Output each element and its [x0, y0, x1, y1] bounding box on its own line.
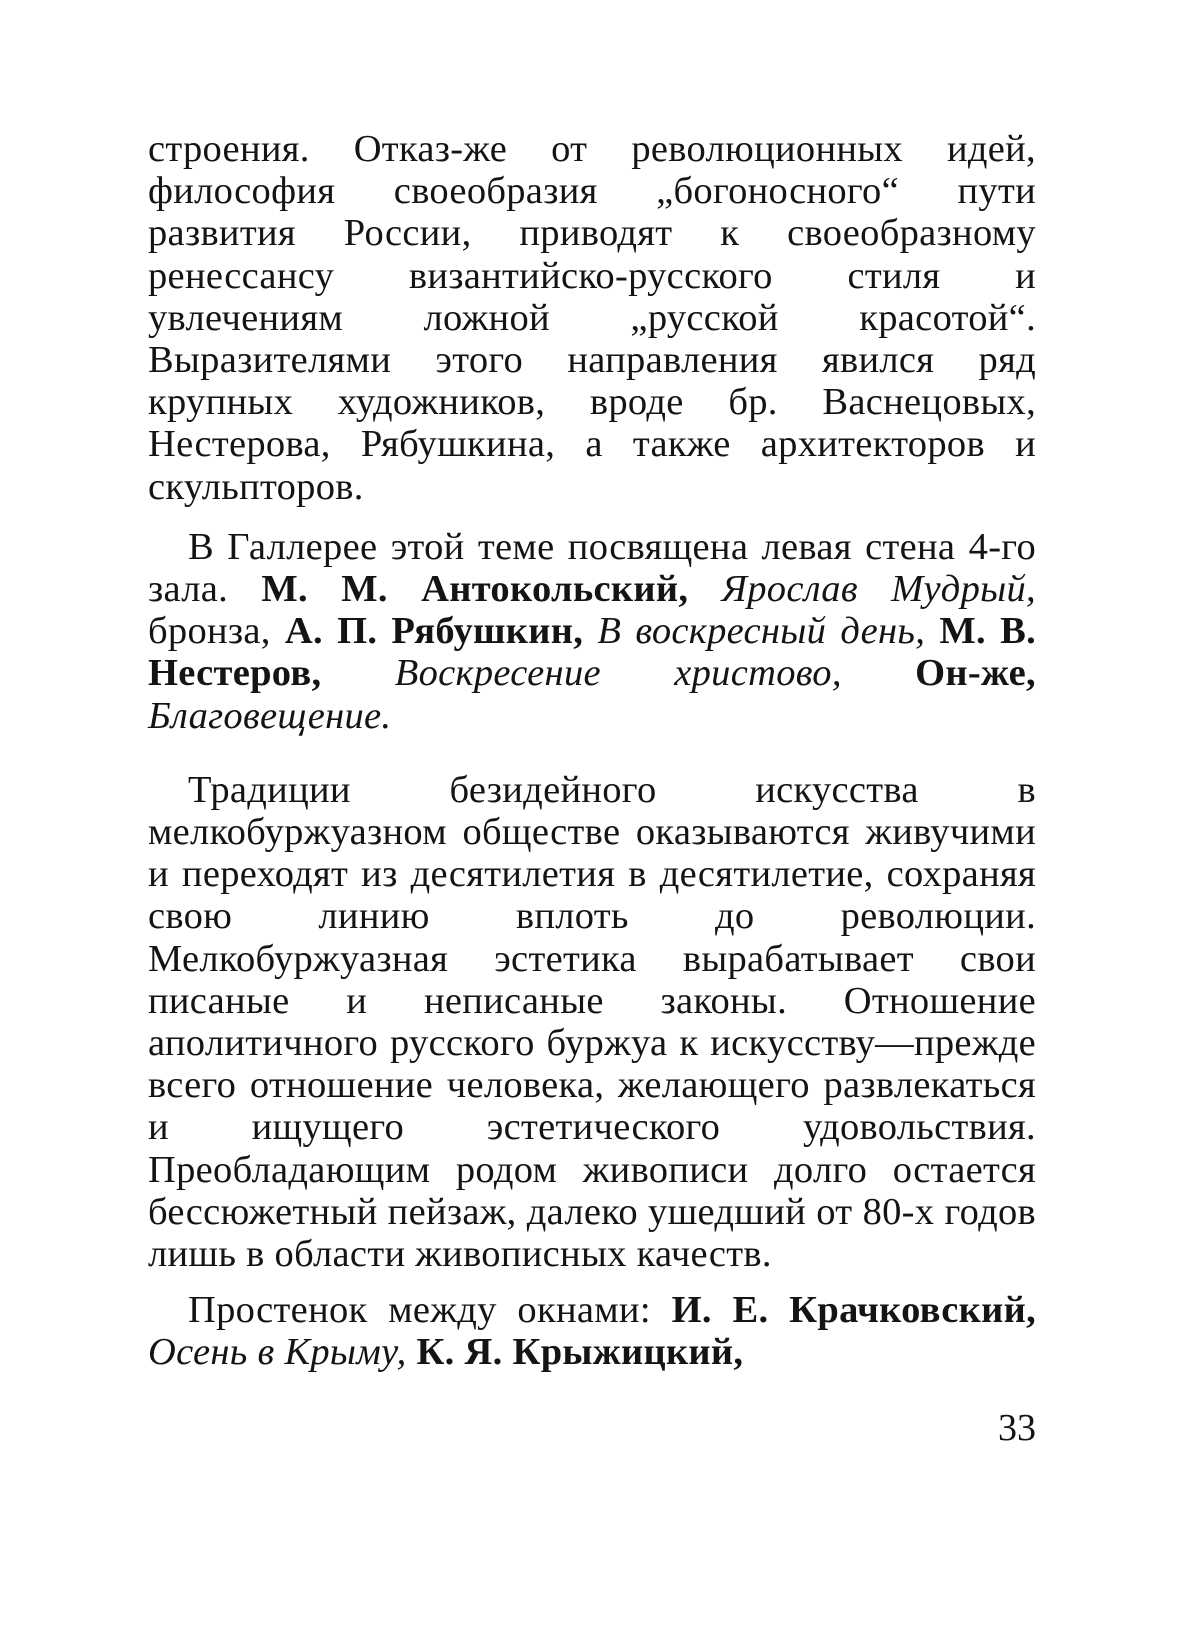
paragraph-intro: строения. Отказ-же от революционных идей, философия своеобразия „богоносного“ пути развития России, приводят к своеобразному ренессансу византийско-русского стиля и увлечениям ложной „русской красотой“. Выразителями этого направления явился ряд крупных художников, вроде бр. Васнецовых, Нестерова, Рябушкина, а также архитекторов и скульпторов. [148, 128, 1036, 508]
paragraph-gallery-wall [148, 526, 1036, 737]
paragraph-pier-wall [148, 1289, 1036, 1373]
artwork-title: Осень в Крыму, [148, 1331, 407, 1374]
page-number: 33 [998, 1407, 1036, 1449]
artwork-title: Воскресение христово, [394, 652, 842, 695]
gallery-intro-text: В Галлерее этой теме посвящена левая стена 4-го зала. [148, 525, 1036, 611]
artwork-title: Благовещение. [148, 694, 392, 737]
artwork-medium: бронза, [148, 610, 271, 653]
pier-intro-text: Простенок между окнами: [188, 1289, 651, 1332]
artist-name: М. М. Антокольский, [261, 568, 689, 611]
artist-name: И. Е. Крачковский, [671, 1289, 1036, 1332]
artist-name: К. Я. Крыжицкий, [416, 1331, 744, 1374]
paragraph-traditions: Традиции безидейного искусства в мелкобуржуазном обществе оказываются живучими и переходят из десятилетия в десятилетие, сохраняя свою линию вплоть до революции. Мелкобуржуазная эстетика вырабатывает свои писаные и неписаные законы. Отношение аполитичного русского буржуа к искусству—прежде всего отношение человека, желающего развлекаться и ищущего эстетического удовольствия. Преобладающим родом живописи долго остается бессюжетный пейзаж, далеко ушедший от 80-х годов лишь в области живописных качеств. [148, 768, 1036, 1276]
artwork-title: В воскресный день, [597, 610, 926, 653]
artwork-title: Ярослав Мудрый, [721, 568, 1036, 611]
book-page [148, 128, 1036, 1548]
artist-name: М. В. Нестеров, [148, 610, 1036, 695]
artist-name: Он-же, [915, 652, 1036, 695]
artist-name: А. П. Рябушкин, [284, 610, 584, 653]
